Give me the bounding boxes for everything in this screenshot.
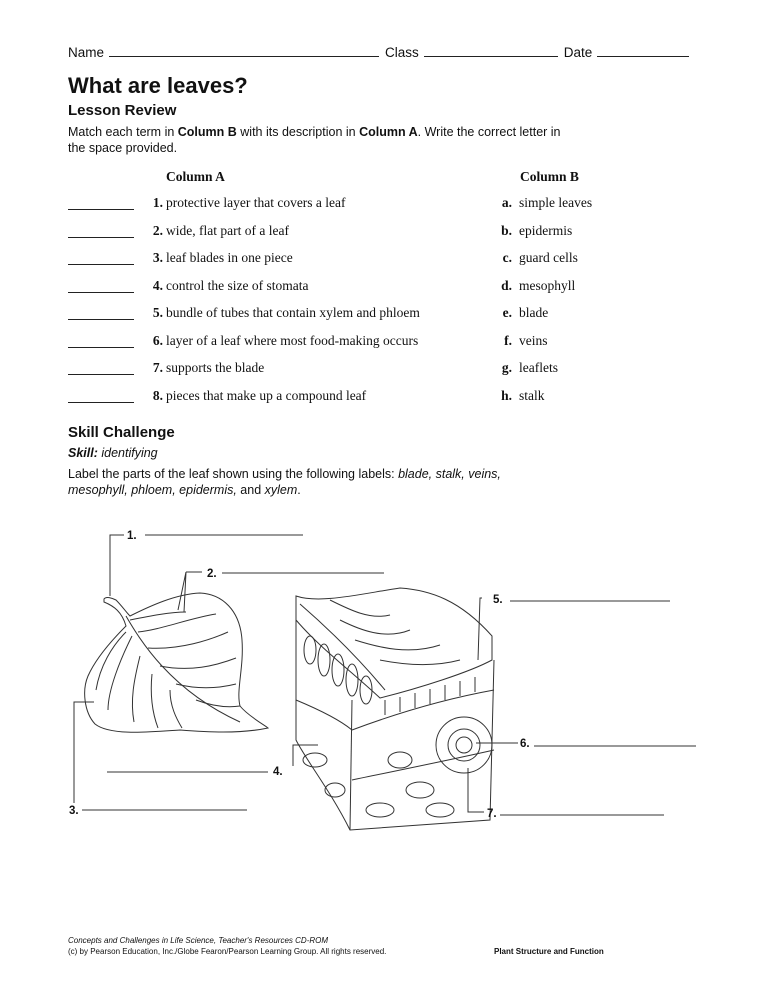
match-row — [68, 388, 688, 408]
skill-instructions — [68, 466, 588, 498]
match-row — [68, 250, 688, 270]
answer-blank[interactable] — [68, 402, 134, 403]
skill-label: Skill: — [68, 446, 98, 460]
term-text: simple leaves — [519, 195, 593, 210]
instr-text: with its description in — [236, 125, 360, 139]
footer-copyright: (c) by Pearson Education, Inc./Globe Fearon/Pearson Learning Group. All rights reserved. — [68, 947, 387, 956]
footer-unit: Plant Structure and Function — [494, 947, 604, 956]
term-letter: f. — [504, 332, 512, 348]
lesson-review-instructions — [68, 124, 568, 156]
match-row — [68, 223, 688, 243]
item-number: 7. — [152, 360, 163, 375]
skill-value: identifying — [97, 446, 158, 460]
instr-text: . — [297, 483, 301, 497]
term-letter: b. — [501, 222, 512, 238]
term-letter: g. — [501, 360, 512, 375]
term-text: mesophyll — [519, 277, 576, 293]
item-description: bundle of tubes that contain xylem and phloem — [166, 305, 420, 320]
match-row — [68, 305, 688, 325]
term-text: stalk — [519, 387, 545, 403]
column-b-heading: Column B — [520, 169, 579, 184]
answer-blank[interactable] — [68, 347, 134, 348]
term-text: leaflets — [519, 360, 558, 375]
diagram-label-6: 6. — [520, 738, 530, 750]
student-info-header — [68, 44, 702, 60]
name-field[interactable] — [109, 44, 379, 57]
instr-bold-colb: Column B — [177, 125, 237, 139]
leaf-cross-section-illustration — [296, 588, 494, 830]
item-number: 8. — [152, 387, 163, 403]
leaf-illustration — [85, 593, 268, 732]
item-description: control the size of stomata — [166, 277, 309, 293]
answer-blank[interactable] — [68, 264, 134, 265]
answer-blank[interactable] — [68, 209, 134, 210]
item-description: layer of a leaf where most food-making occurs — [166, 332, 419, 348]
instr-text: Label the parts of the leaf shown using the following labels: — [68, 467, 399, 481]
footer-source: Concepts and Challenges in Life Science, Teacher's Resources CD-ROM — [68, 936, 329, 945]
lesson-review-heading: Lesson Review — [68, 102, 177, 119]
match-row — [68, 360, 688, 380]
item-number: 6. — [152, 332, 163, 348]
answer-blank[interactable] — [68, 237, 134, 238]
item-number: 3. — [152, 250, 163, 265]
item-number: 5. — [152, 305, 163, 320]
term-text: veins — [519, 332, 548, 348]
instr-bold-cola: Column A — [359, 125, 418, 139]
name-label: Name — [68, 45, 105, 60]
date-label: Date — [563, 45, 593, 60]
item-description: wide, flat part of a leaf — [166, 222, 289, 238]
instr-text: . Write the correct letter in the space provided. — [68, 125, 561, 155]
item-description: leaf blades in one piece — [166, 250, 293, 265]
term-letter: c. — [502, 250, 512, 265]
date-field[interactable] — [597, 44, 689, 57]
diagram-label-5: 5. — [493, 594, 503, 606]
leaf-diagram — [0, 520, 768, 840]
diagram-label-1: 1. — [127, 530, 137, 542]
skill-line — [68, 446, 158, 460]
answer-blank[interactable] — [68, 374, 134, 375]
instr-terms: blade, stalk, veins, — [398, 467, 501, 481]
term-letter: e. — [502, 305, 512, 320]
term-letter: h. — [501, 387, 512, 403]
term-text: guard cells — [519, 250, 578, 265]
diagram-label-4: 4. — [273, 766, 283, 778]
item-description: supports the blade — [166, 360, 265, 375]
answer-blank[interactable] — [68, 319, 134, 320]
instr-terms: mesophyll, phloem, epidermis, — [68, 483, 237, 497]
class-label: Class — [385, 45, 419, 60]
match-row — [68, 333, 688, 353]
diagram-label-2: 2. — [207, 568, 217, 580]
term-letter: a. — [501, 195, 512, 210]
item-number: 4. — [152, 277, 163, 293]
diagram-label-7: 7. — [487, 808, 497, 820]
column-a-heading: Column A — [166, 169, 225, 184]
instr-terms: xylem — [264, 483, 298, 497]
item-description: protective layer that covers a leaf — [166, 195, 346, 210]
item-description: pieces that make up a compound leaf — [166, 387, 367, 403]
instr-text: Match each term in — [68, 125, 178, 139]
item-number: 2. — [152, 222, 163, 238]
skill-challenge-heading: Skill Challenge — [68, 424, 175, 441]
instr-text: and — [236, 483, 265, 497]
term-text: blade — [519, 305, 549, 320]
item-number: 1. — [152, 195, 163, 210]
match-row — [68, 195, 688, 215]
page-title: What are leaves? — [68, 73, 248, 98]
class-field[interactable] — [424, 44, 558, 57]
diagram-label-3: 3. — [69, 805, 79, 817]
term-letter: d. — [501, 277, 512, 293]
term-text: epidermis — [519, 222, 573, 238]
match-row — [68, 278, 688, 298]
answer-blank[interactable] — [68, 292, 134, 293]
